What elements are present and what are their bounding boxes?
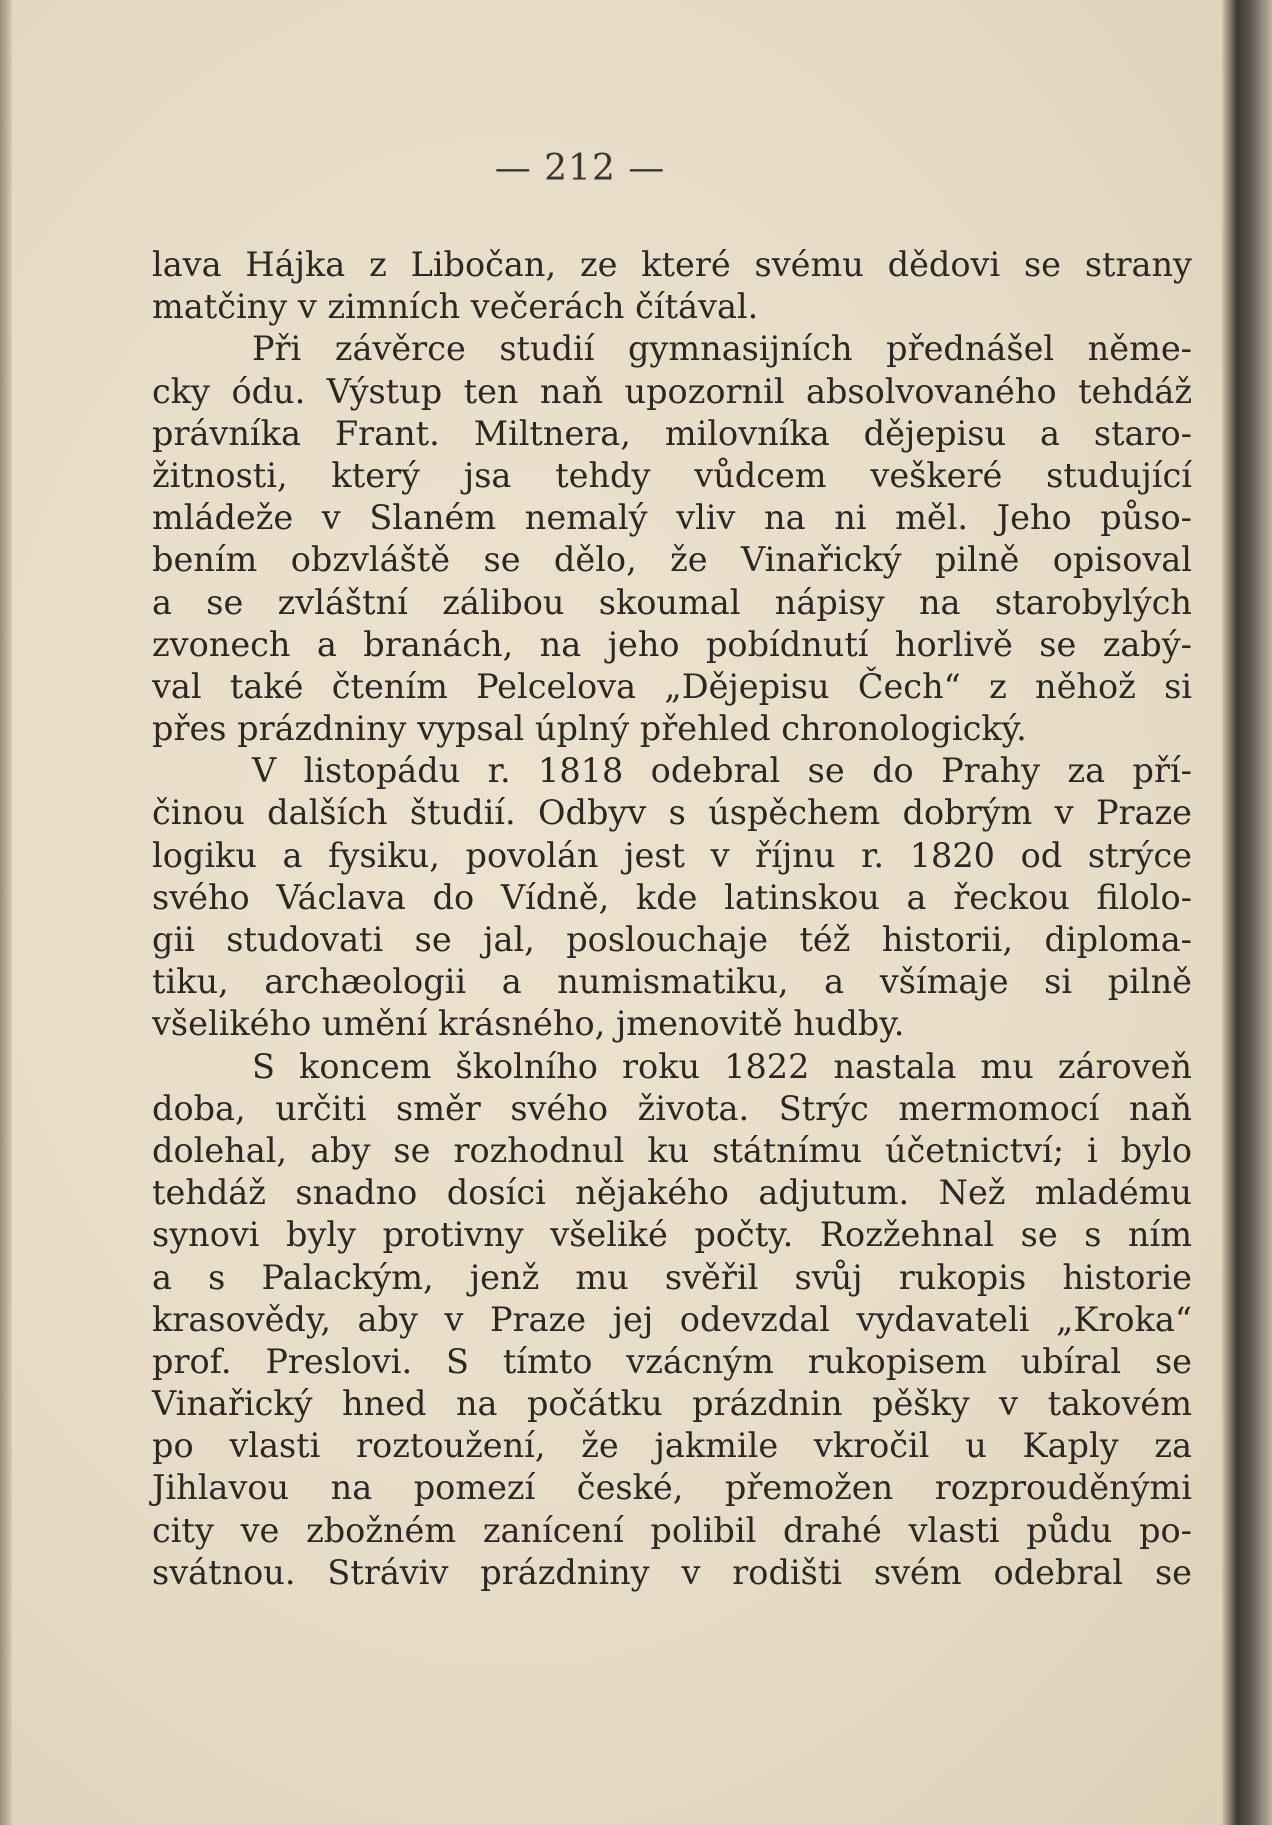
text-line: synovi byly protivny všeliké počty. Rozžehnal se s ním xyxy=(152,1215,1192,1255)
text-line: bením obzvláště se dělo, že Vinařický pilně opisoval xyxy=(152,540,1192,580)
text-line: logiku a fysiku, povolán jest v říjnu r. 1820 od strýce xyxy=(152,835,1192,875)
text-line: po vlasti roztoužení, že jakmile vkročil u Kaply za xyxy=(152,1426,1192,1466)
text-line: svého Václava do Vídně, kde latinskou a řeckou filolo- xyxy=(152,877,1192,917)
text-line: tehdáž snadno dosíci nějakého adjutum. Než mladému xyxy=(152,1173,1192,1213)
text-line: a se zvláštní zálibou skoumal nápisy na starobylých xyxy=(152,582,1192,622)
text-line: a s Palackým, jenž mu svěřil svůj rukopis historie xyxy=(152,1257,1192,1297)
text-line: Při závěrce studií gymnasijních přednášel něme- xyxy=(252,329,1192,369)
text-line: tiku, archæologii a numismatiku, a všímaje si pilně xyxy=(152,962,1192,1002)
text-line: city ve zbožném zanícení polibil drahé vlasti půdu po- xyxy=(152,1510,1192,1550)
text-line: lava Hájka z Libočan, ze které svému dědovi se strany xyxy=(152,245,1192,284)
text-line: činou dalších študií. Odbyv s úspěchem dobrým v Praze xyxy=(152,793,1192,833)
page-left-edge xyxy=(0,0,12,1825)
text-line: Vinařický hned na počátku prázdnin pěšky v takovém xyxy=(152,1384,1192,1424)
text-line: V listopádu r. 1818 odebral se do Prahy za pří- xyxy=(252,751,1192,791)
text-line: přes prázdniny vypsal úplný přehled chronologický. xyxy=(152,709,1027,749)
text-line: val také čtením Pelcelova „Dějepisu Čech“ z něhož si xyxy=(152,666,1192,706)
page-number: — 212 — xyxy=(494,148,666,189)
text-line: mládeže v Slaném nemalý vliv na ni měl. Jeho půso- xyxy=(152,498,1192,538)
text-line: všelikého umění krásného, jmenovitě hudby. xyxy=(152,1004,905,1044)
text-line: právníka Frant. Miltnera, milovníka dějepisu a staro- xyxy=(152,413,1192,453)
text-line: prof. Preslovi. S tímto vzácným rukopisem ubíral se xyxy=(152,1341,1192,1381)
text-line: S koncem školního roku 1822 nastala mu zároveň xyxy=(252,1046,1192,1086)
text-line: svátnou. Stráviv prázdniny v rodišti svém odebral se xyxy=(152,1552,1192,1592)
body-text xyxy=(152,244,1192,1594)
book-spine-shadow xyxy=(1222,0,1272,1825)
text-line: krasovědy, aby v Praze jej odevzdal vydavateli „Kroka“ xyxy=(152,1299,1192,1339)
text-line: dolehal, aby se rozhodnul ku státnímu účetnictví; i bylo xyxy=(152,1130,1192,1170)
text-line: gii studovati se jal, poslouchaje též historii, diploma- xyxy=(152,920,1192,959)
text-line: doba, určiti směr svého života. Strýc mermomocí naň xyxy=(152,1088,1192,1128)
text-line: cky ódu. Výstup ten naň upozornil absolvovaného tehdáž xyxy=(152,371,1192,411)
text-line: žitnosti, který jsa tehdy vůdcem veškeré studující xyxy=(152,455,1192,495)
text-line: matčiny v zimních večerách čítával. xyxy=(152,287,759,327)
text-line: Jihlavou na pomezí české, přemožen rozprouděnými xyxy=(152,1468,1192,1508)
text-line: zvonech a branách, na jeho pobídnutí horlivě se zabý- xyxy=(152,624,1192,664)
